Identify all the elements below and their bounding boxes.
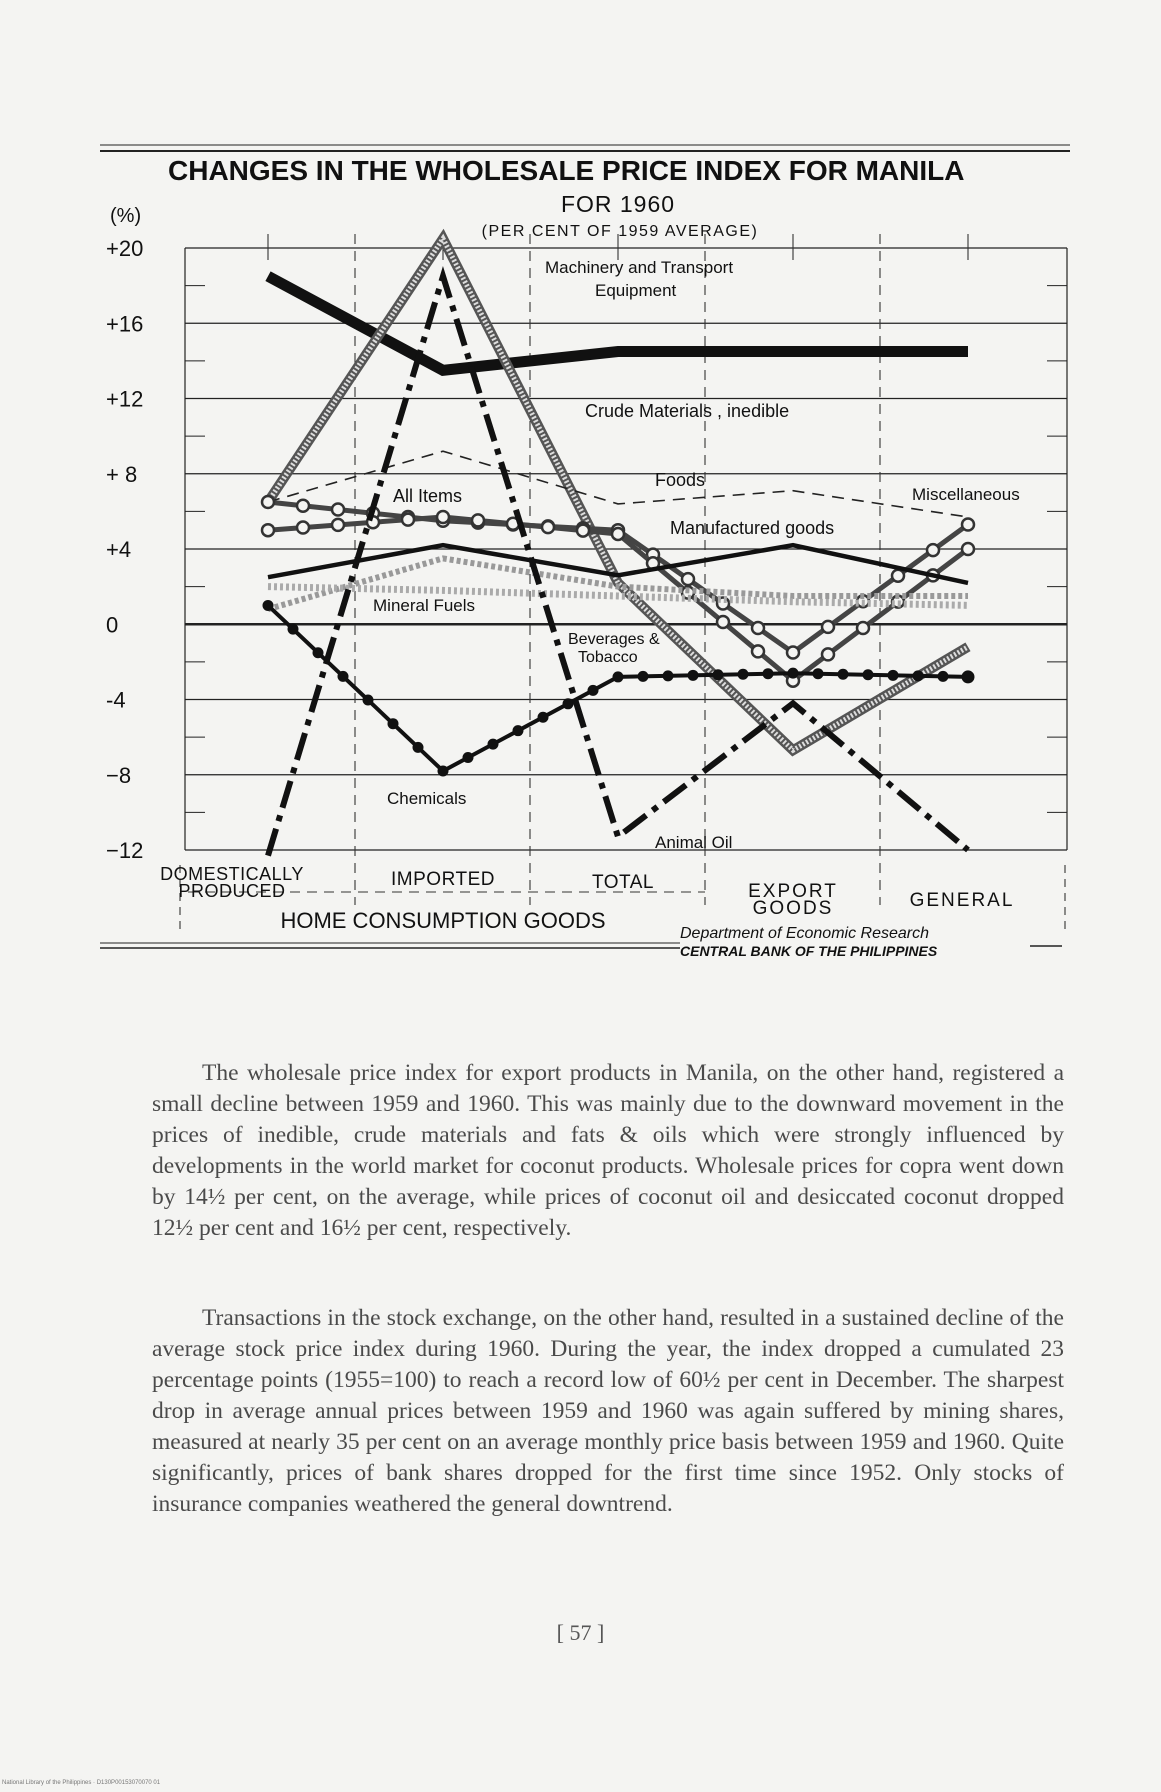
series-manufactured-goods [268, 545, 968, 583]
series-point [538, 712, 549, 723]
series-point [438, 765, 449, 776]
y-tick-label: +16 [106, 311, 144, 337]
annotation-label: Foods [655, 470, 706, 490]
series-line-animal-oil [268, 276, 968, 855]
y-axis-label: (%) [110, 205, 142, 227]
series-point [838, 669, 849, 680]
annotation-label: Beverages & [568, 631, 660, 648]
series-point [713, 669, 724, 680]
footer-note: National Library of the Philippines · D130P00153070070 01 [2, 1780, 161, 1786]
x-tick-label: IMPORTED [391, 869, 495, 890]
series-point [822, 648, 834, 660]
series-point [288, 624, 299, 635]
series-point [363, 695, 374, 706]
y-tick-label: -4 [106, 687, 126, 713]
series-point [962, 670, 975, 683]
series-point [388, 718, 399, 729]
series-point [472, 514, 484, 526]
chart-text [106, 155, 1020, 959]
series-point [788, 668, 799, 679]
chart-subtitle-2: (PER CENT OF 1959 AVERAGE) [481, 223, 759, 240]
series-point [717, 616, 729, 628]
x-tick-label: TOTAL [592, 872, 654, 893]
y-tick-label: −12 [106, 838, 144, 863]
y-tick-label: −8 [106, 762, 132, 788]
annotation-label: Machinery and Transport [545, 258, 734, 277]
annotation-label: Mineral Fuels [373, 596, 476, 615]
series-point [813, 668, 824, 679]
annotation-label: Chemicals [387, 789, 467, 808]
group-label: HOME CONSUMPTION GOODS [280, 908, 606, 933]
annotation-label: Tobacco [578, 649, 638, 666]
y-tick-label: +4 [106, 537, 132, 562]
annotation-label: All Items [393, 486, 463, 506]
series-point [612, 528, 624, 540]
series-point [787, 646, 799, 658]
series-point [752, 645, 764, 657]
x-tick-label: GOODS [752, 898, 834, 919]
x-tick-label: PRODUCED [178, 881, 286, 901]
series-point [262, 496, 274, 508]
y-tick-label: +12 [106, 386, 144, 412]
series-point [332, 519, 344, 531]
series-point [338, 671, 349, 682]
series-point [402, 514, 414, 526]
page-number: [ 57 ] [556, 1620, 605, 1645]
series-point [332, 503, 344, 515]
annotation-label: Manufactured goods [670, 518, 835, 538]
series-point [463, 752, 474, 763]
annotation-label: Miscellaneous [912, 485, 1020, 504]
annotation-label: Crude Materials , inedible [585, 401, 790, 421]
series-point [588, 685, 599, 696]
y-tick-label: 0 [106, 612, 119, 638]
series-point [738, 669, 749, 680]
chart-series [262, 238, 975, 855]
series-point [663, 670, 674, 681]
series-point [297, 522, 309, 534]
series-point [752, 622, 764, 634]
annotation-label: Equipment [595, 281, 677, 300]
series-point [888, 670, 899, 681]
series-point [863, 669, 874, 680]
series-point [513, 725, 524, 736]
y-tick-label: + 8 [106, 461, 138, 487]
series-point [763, 668, 774, 679]
series-point [688, 670, 699, 681]
series-point [962, 519, 974, 531]
x-tick-label: DOMESTICALLY [160, 864, 304, 884]
series-animal-oil [268, 276, 968, 856]
series-point [822, 621, 834, 633]
chart-subtitle: FOR 1960 [560, 191, 676, 217]
body-paragraph-2: Transactions in the stock exchange, on the other hand, resulted in a sustained decline of the average stock price index during 1960. During the year, the index dropped a cumulated 23 percentage points (1955=100) to reach a record low of 60½ per cent in December. The sharpest drop in average annual prices between 1959 and 1960 was again suffered by mining shares, measured at nearly 35 per cent on an average monthly price basis between 1959 and 1960. Quite significantly, prices of bank shares dropped for the first time since 1952. Only stocks of insurance companies weathered the general downtrend. [152, 1305, 1064, 1517]
series-point [913, 670, 924, 681]
series-point [262, 524, 274, 536]
series-point [297, 500, 309, 512]
series-point [613, 671, 624, 682]
annotation-label: Animal Oil [655, 833, 733, 852]
chart-title: CHANGES IN THE WHOLESALE PRICE INDEX FOR MANILA [168, 155, 965, 186]
series-point [437, 511, 449, 523]
x-tick-label: GENERAL [909, 890, 1015, 911]
source-line-1: Department of Economic Research [680, 925, 929, 942]
series-point [577, 525, 589, 537]
series-point [927, 544, 939, 556]
series-point [488, 739, 499, 750]
series-point [682, 573, 694, 585]
series-point [542, 521, 554, 533]
series-point [857, 622, 869, 634]
y-tick-label: +20 [106, 236, 144, 261]
series-point [938, 671, 949, 682]
series-point [263, 600, 274, 611]
series-point [892, 570, 904, 582]
series-point [563, 698, 574, 709]
series-point [413, 742, 424, 753]
series-point [638, 671, 649, 682]
x-tick-label: EXPORT [748, 881, 838, 902]
series-point [962, 543, 974, 555]
source-line-2: CENTRAL BANK OF THE PHILIPPINES [680, 943, 938, 959]
body-paragraph-1: The wholesale price index for export products in Manila, on the other hand, registered a small decline between 1959 and 1960. This was mainly due to the downward movement in the prices of inedible, crude materials and fats & oils which were strongly influenced by developments in the world market for coconut products. Wholesale prices for copra went down by 14½ per cent, on the average, while prices of coconut oil and desiccated coconut dropped 12½ per cent and 16½ per cent, respectively. [152, 1060, 1064, 1241]
series-point [313, 647, 324, 658]
series-line-manufactured-goods [268, 545, 968, 583]
